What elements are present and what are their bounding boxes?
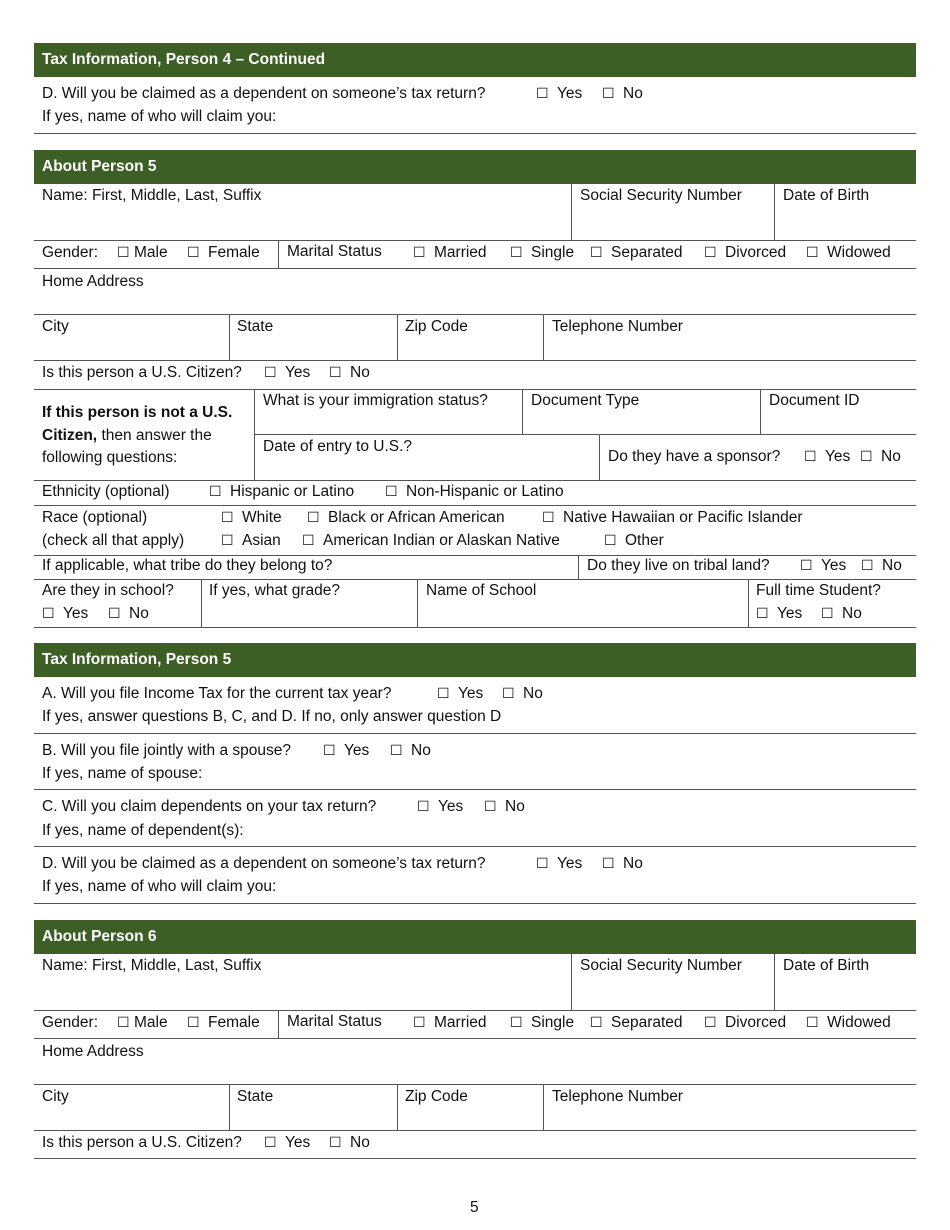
label-widowed: Widowed bbox=[827, 1014, 891, 1031]
label-hispanic: Hispanic or Latino bbox=[230, 483, 355, 500]
checkbox-citizen-no[interactable]: ☐ bbox=[329, 365, 342, 381]
label-no: No bbox=[882, 557, 902, 574]
label-yes: Yes bbox=[557, 85, 583, 102]
label-no: No bbox=[523, 685, 543, 702]
divider bbox=[417, 579, 418, 627]
checkbox-white[interactable]: ☐ bbox=[221, 510, 234, 526]
label-asian: Asian bbox=[242, 532, 281, 549]
divider bbox=[34, 1038, 916, 1039]
divider bbox=[34, 1158, 916, 1159]
label-yes: Yes bbox=[777, 605, 803, 622]
divider bbox=[34, 903, 916, 904]
label-single: Single bbox=[531, 244, 575, 261]
label-married: Married bbox=[434, 1014, 487, 1031]
label-female: Female bbox=[208, 244, 260, 261]
divider bbox=[34, 360, 916, 361]
ssn-field-label: Social Security Number bbox=[580, 187, 742, 204]
label-divorced: Divorced bbox=[725, 1014, 787, 1031]
checkbox-pacific-islander[interactable]: ☐ bbox=[542, 510, 555, 526]
gender-label: Gender: bbox=[42, 1014, 99, 1031]
question-b-sub: If yes, name of spouse: bbox=[42, 765, 203, 782]
zip-label: Zip Code bbox=[405, 1088, 468, 1105]
checkbox-divorced[interactable]: ☐ bbox=[704, 245, 717, 261]
non-citizen-instructions-line3: following questions: bbox=[42, 449, 178, 466]
label-male: Male bbox=[134, 244, 168, 261]
label-single: Single bbox=[531, 1014, 575, 1031]
divider bbox=[34, 579, 916, 580]
checkbox-fulltime-yes[interactable]: ☐ bbox=[756, 606, 769, 622]
label-non-hispanic: Non-Hispanic or Latino bbox=[406, 483, 564, 500]
section-header-person6: About Person 6 bbox=[34, 920, 916, 954]
checkbox-sponsor-yes[interactable]: ☐ bbox=[804, 449, 817, 465]
divider bbox=[397, 314, 398, 360]
label-pacific-islander: Native Hawaiian or Pacific Islander bbox=[563, 509, 803, 526]
label-yes: Yes bbox=[63, 605, 89, 622]
section-header-person4-continued: Tax Information, Person 4 – Continued bbox=[34, 43, 916, 77]
immigration-status-label: What is your immigration status? bbox=[263, 392, 488, 409]
checkbox-d-no[interactable]: ☐ bbox=[602, 856, 615, 872]
checkbox-married[interactable]: ☐ bbox=[413, 1015, 426, 1031]
label-no: No bbox=[411, 742, 431, 759]
checkbox-a-yes[interactable]: ☐ bbox=[437, 686, 450, 702]
state-label: State bbox=[237, 1088, 274, 1105]
checkbox-widowed[interactable]: ☐ bbox=[806, 1015, 819, 1031]
race-label: Race (optional) bbox=[42, 509, 148, 526]
label-yes: Yes bbox=[821, 557, 847, 574]
dob-field-label: Date of Birth bbox=[783, 187, 870, 204]
divider bbox=[254, 434, 916, 435]
state-label: State bbox=[237, 318, 274, 335]
divider bbox=[34, 555, 916, 556]
checkbox-widowed[interactable]: ☐ bbox=[806, 245, 819, 261]
checkbox-citizen-yes[interactable]: ☐ bbox=[264, 1135, 277, 1151]
sponsor-question: Do they have a sponsor? bbox=[608, 448, 781, 465]
question-b: B. Will you file jointly with a spouse? bbox=[42, 742, 291, 759]
label-no: No bbox=[623, 85, 643, 102]
divider bbox=[571, 184, 572, 240]
checkbox-female[interactable]: ☐ bbox=[187, 1015, 200, 1031]
checkbox-sponsor-no[interactable]: ☐ bbox=[860, 449, 873, 465]
question-c-sub: If yes, name of dependent(s): bbox=[42, 822, 244, 839]
label-white: White bbox=[242, 509, 282, 526]
checkbox-non-hispanic[interactable]: ☐ bbox=[385, 484, 398, 500]
citizen-question: Is this person a U.S. Citizen? bbox=[42, 364, 242, 381]
checkbox-married[interactable]: ☐ bbox=[413, 245, 426, 261]
checkbox-male[interactable]: ☐ bbox=[117, 1015, 130, 1031]
document-id-label: Document ID bbox=[769, 392, 860, 409]
label-no: No bbox=[350, 364, 370, 381]
zip-label: Zip Code bbox=[405, 318, 468, 335]
dob-field-label: Date of Birth bbox=[783, 957, 870, 974]
checkbox-p4-d-no[interactable]: ☐ bbox=[602, 86, 615, 102]
fulltime-question: Full time Student? bbox=[756, 582, 881, 599]
checkbox-p4-d-yes[interactable]: ☐ bbox=[536, 86, 549, 102]
checkbox-other-race[interactable]: ☐ bbox=[604, 533, 617, 549]
label-yes: Yes bbox=[458, 685, 484, 702]
checkbox-tribal-no[interactable]: ☐ bbox=[861, 558, 874, 574]
checkbox-single[interactable]: ☐ bbox=[510, 245, 523, 261]
checkbox-divorced[interactable]: ☐ bbox=[704, 1015, 717, 1031]
ssn-field-label: Social Security Number bbox=[580, 957, 742, 974]
non-citizen-instructions-line2: Citizen, then answer the bbox=[42, 427, 212, 444]
label-no: No bbox=[350, 1134, 370, 1151]
divider bbox=[34, 846, 916, 847]
checkbox-american-indian[interactable]: ☐ bbox=[302, 533, 315, 549]
checkbox-d-yes[interactable]: ☐ bbox=[536, 856, 549, 872]
city-label: City bbox=[42, 318, 69, 335]
label-yes: Yes bbox=[557, 855, 583, 872]
divider bbox=[34, 789, 916, 790]
label-widowed: Widowed bbox=[827, 244, 891, 261]
school-question: Are they in school? bbox=[42, 582, 174, 599]
divider bbox=[34, 627, 916, 628]
divider bbox=[397, 1084, 398, 1130]
checkbox-separated[interactable]: ☐ bbox=[590, 1015, 603, 1031]
divider bbox=[229, 314, 230, 360]
question-a: A. Will you file Income Tax for the current tax year? bbox=[42, 685, 392, 702]
home-address-label: Home Address bbox=[42, 273, 144, 290]
divider bbox=[34, 480, 916, 481]
divider bbox=[34, 505, 916, 506]
question-d: D. Will you be claimed as a dependent on someone’s tax return? bbox=[42, 855, 486, 872]
label-black: Black or African American bbox=[328, 509, 505, 526]
checkbox-b-yes[interactable]: ☐ bbox=[323, 743, 336, 759]
question-d-person4: D. Will you be claimed as a dependent on someone’s tax return? bbox=[42, 85, 486, 102]
divider bbox=[774, 954, 775, 1010]
grade-question: If yes, what grade? bbox=[209, 582, 340, 599]
checkbox-citizen-yes[interactable]: ☐ bbox=[264, 365, 277, 381]
page-number: 5 bbox=[470, 1199, 479, 1216]
divider bbox=[34, 389, 916, 390]
label-married: Married bbox=[434, 244, 487, 261]
marital-status-label: Marital Status bbox=[287, 243, 382, 260]
phone-label: Telephone Number bbox=[552, 1088, 683, 1105]
marital-status-label: Marital Status bbox=[287, 1013, 382, 1030]
tribe-question: If applicable, what tribe do they belong to? bbox=[42, 557, 333, 574]
label-yes: Yes bbox=[825, 448, 851, 465]
checkbox-citizen-no[interactable]: ☐ bbox=[329, 1135, 342, 1151]
name-field-label: Name: First, Middle, Last, Suffix bbox=[42, 187, 262, 204]
label-separated: Separated bbox=[611, 244, 683, 261]
label-yes: Yes bbox=[438, 798, 464, 815]
race-sub-label: (check all that apply) bbox=[42, 532, 185, 549]
divider bbox=[201, 579, 202, 627]
divider bbox=[578, 555, 579, 579]
checkbox-male[interactable]: ☐ bbox=[117, 245, 130, 261]
checkbox-a-no[interactable]: ☐ bbox=[502, 686, 515, 702]
divider bbox=[34, 1010, 916, 1011]
question-d-sub-person4: If yes, name of who will claim you: bbox=[42, 108, 277, 125]
divider bbox=[543, 1084, 544, 1130]
citizen-question: Is this person a U.S. Citizen? bbox=[42, 1134, 242, 1151]
checkbox-school-no[interactable]: ☐ bbox=[108, 606, 121, 622]
divider bbox=[522, 389, 523, 434]
divider bbox=[774, 184, 775, 240]
checkbox-fulltime-no[interactable]: ☐ bbox=[821, 606, 834, 622]
question-a-sub: If yes, answer questions B, C, and D. If no, only answer question D bbox=[42, 708, 502, 725]
label-no: No bbox=[881, 448, 901, 465]
label-female: Female bbox=[208, 1014, 260, 1031]
checkbox-school-yes[interactable]: ☐ bbox=[42, 606, 55, 622]
checkbox-black[interactable]: ☐ bbox=[307, 510, 320, 526]
tribal-land-question: Do they live on tribal land? bbox=[587, 557, 770, 574]
non-citizen-instructions-line1: If this person is not a U.S. bbox=[42, 404, 233, 421]
home-address-label: Home Address bbox=[42, 1043, 144, 1060]
label-yes: Yes bbox=[285, 1134, 311, 1151]
divider bbox=[34, 268, 916, 269]
divider bbox=[34, 314, 916, 315]
label-no: No bbox=[505, 798, 525, 815]
document-type-label: Document Type bbox=[531, 392, 640, 409]
city-label: City bbox=[42, 1088, 69, 1105]
ethnicity-label: Ethnicity (optional) bbox=[42, 483, 170, 500]
checkbox-hispanic[interactable]: ☐ bbox=[209, 484, 222, 500]
divider bbox=[760, 389, 761, 434]
label-american-indian: American Indian or Alaskan Native bbox=[323, 532, 560, 549]
checkbox-b-no[interactable]: ☐ bbox=[390, 743, 403, 759]
divider bbox=[278, 240, 279, 268]
divider bbox=[278, 1010, 279, 1038]
divider bbox=[229, 1084, 230, 1130]
label-yes: Yes bbox=[344, 742, 370, 759]
divider bbox=[34, 133, 916, 134]
school-name-label: Name of School bbox=[426, 582, 537, 599]
question-d-sub: If yes, name of who will claim you: bbox=[42, 878, 277, 895]
name-field-label: Name: First, Middle, Last, Suffix bbox=[42, 957, 262, 974]
divider bbox=[748, 579, 749, 627]
divider bbox=[571, 954, 572, 1010]
divider bbox=[34, 733, 916, 734]
checkbox-separated[interactable]: ☐ bbox=[590, 245, 603, 261]
label-separated: Separated bbox=[611, 1014, 683, 1031]
label-divorced: Divorced bbox=[725, 244, 787, 261]
divider bbox=[34, 240, 916, 241]
divider bbox=[543, 314, 544, 360]
label-no: No bbox=[623, 855, 643, 872]
checkbox-c-yes[interactable]: ☐ bbox=[417, 799, 430, 815]
checkbox-single[interactable]: ☐ bbox=[510, 1015, 523, 1031]
section-header-person5: About Person 5 bbox=[34, 150, 916, 184]
divider bbox=[34, 1084, 916, 1085]
divider bbox=[34, 1130, 916, 1131]
gender-label: Gender: bbox=[42, 244, 99, 261]
label-male: Male bbox=[134, 1014, 168, 1031]
checkbox-asian[interactable]: ☐ bbox=[221, 533, 234, 549]
section-header-tax-person5: Tax Information, Person 5 bbox=[34, 643, 916, 677]
entry-date-label: Date of entry to U.S.? bbox=[263, 438, 413, 455]
divider bbox=[599, 434, 600, 480]
question-c: C. Will you claim dependents on your tax return? bbox=[42, 798, 377, 815]
label-no: No bbox=[129, 605, 149, 622]
phone-label: Telephone Number bbox=[552, 318, 683, 335]
label-other-race: Other bbox=[625, 532, 664, 549]
checkbox-c-no[interactable]: ☐ bbox=[484, 799, 497, 815]
label-no: No bbox=[842, 605, 862, 622]
checkbox-female[interactable]: ☐ bbox=[187, 245, 200, 261]
label-yes: Yes bbox=[285, 364, 311, 381]
checkbox-tribal-yes[interactable]: ☐ bbox=[800, 558, 813, 574]
